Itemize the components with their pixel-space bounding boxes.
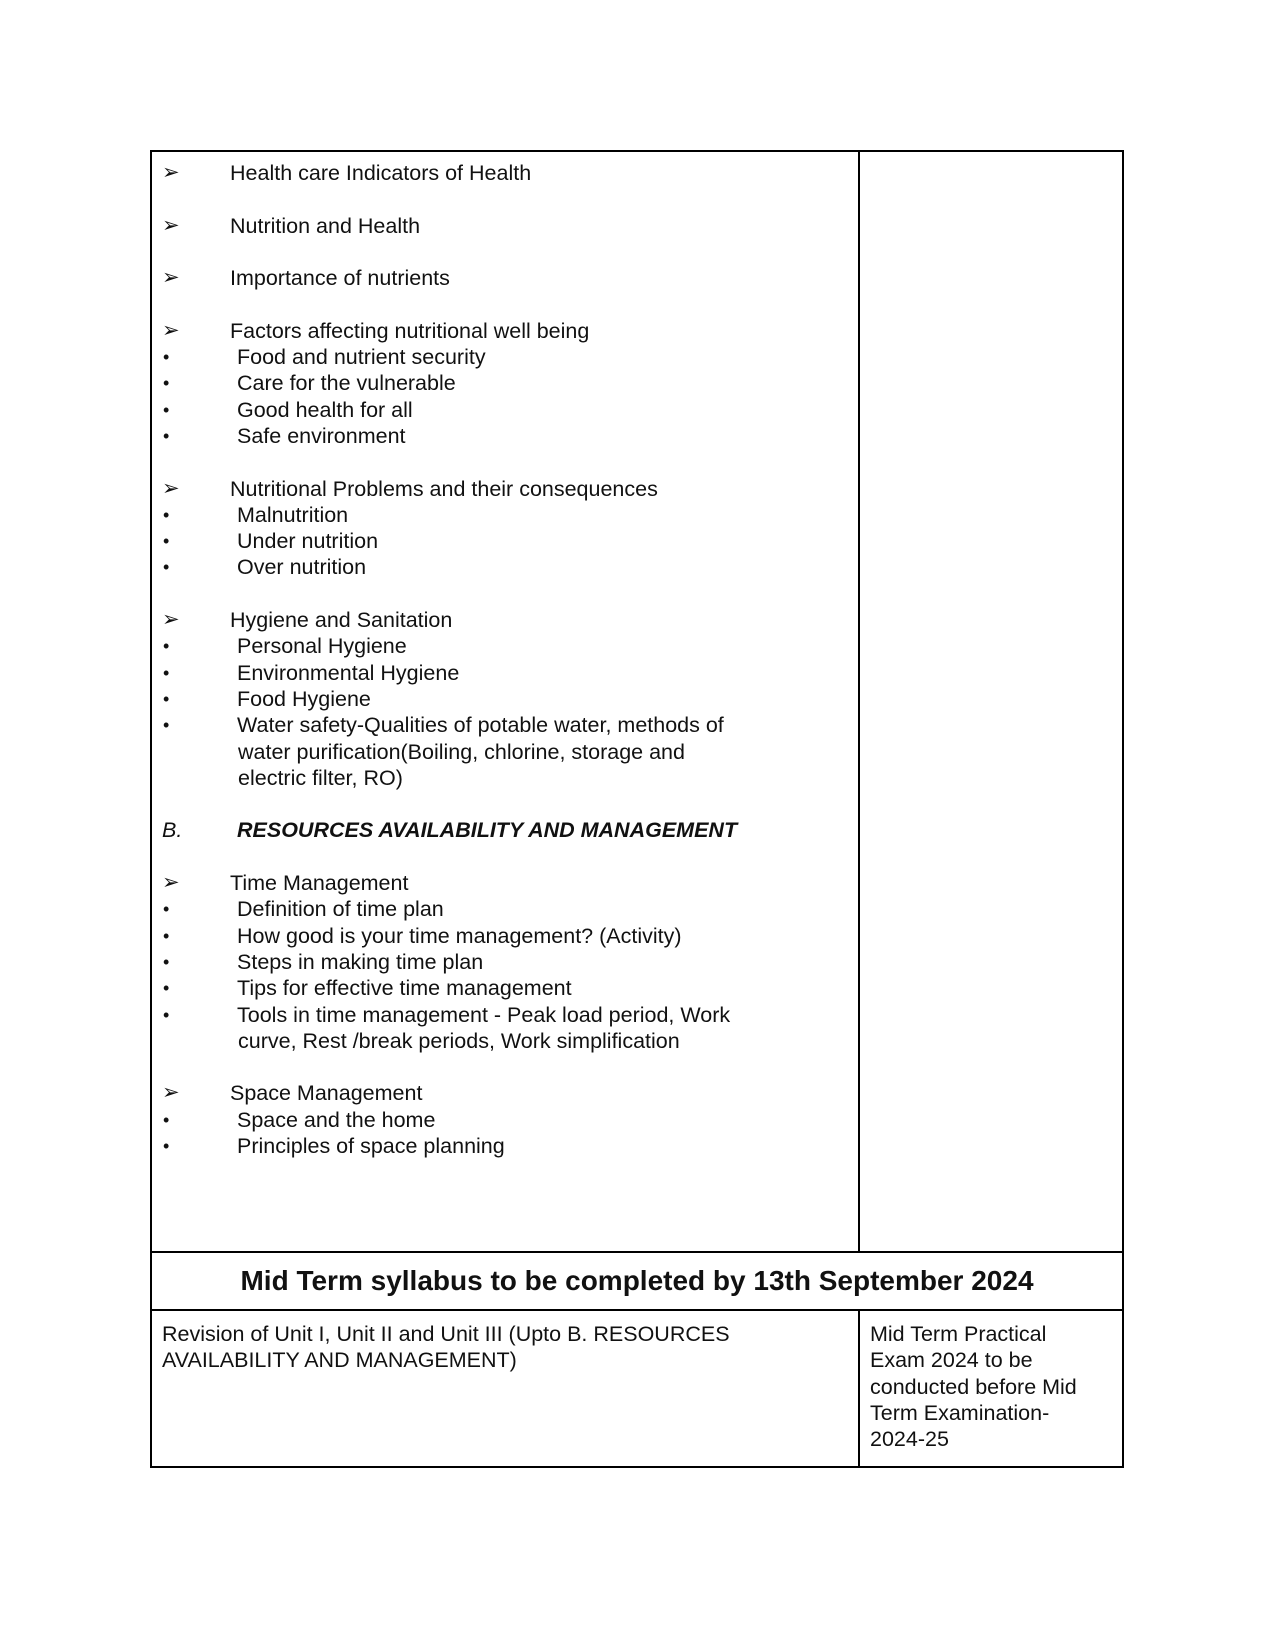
practical-exam-line: Exam 2024 to be [870, 1348, 1033, 1373]
item-text: Steps in making time plan [237, 949, 484, 974]
subtopic-item [162, 923, 858, 949]
dot-bullet-icon: • [163, 373, 170, 394]
dot-bullet-icon: • [163, 662, 170, 683]
topic-item [162, 318, 858, 344]
subtopic-item [162, 502, 858, 528]
dot-bullet-icon: • [163, 347, 170, 368]
arrow-bullet-icon: ➢ [162, 608, 180, 632]
dot-bullet-icon: • [163, 925, 170, 946]
spacer [162, 449, 858, 475]
syllabus-content-cell [152, 152, 860, 1251]
item-text: Safe environment [237, 423, 406, 448]
item-text: Tools in time management - Peak load period, Work [237, 1002, 731, 1027]
item-text: Hygiene and Sanitation [230, 608, 453, 633]
subtopic-item [162, 1002, 858, 1028]
topic-item [162, 213, 858, 239]
topic-item [162, 265, 858, 291]
midterm-title: Mid Term syllabus to be completed by 13th September 2024 [152, 1253, 1122, 1311]
subtopic-item [162, 528, 858, 554]
subtopic-item [162, 949, 858, 975]
subtopic-item [162, 397, 858, 423]
topic-item [162, 870, 858, 896]
item-text: Importance of nutrients [230, 266, 450, 291]
subtopic-item [162, 1133, 858, 1159]
item-text: electric filter, RO) [238, 765, 403, 790]
dot-bullet-icon: • [163, 557, 170, 578]
dot-bullet-icon: • [163, 978, 170, 999]
item-text: Tips for effective time management [237, 976, 572, 1001]
subtopic-continuation [162, 1028, 858, 1054]
spacer [162, 186, 858, 212]
item-text: Definition of time plan [237, 897, 444, 922]
subtopic-continuation [162, 739, 858, 765]
dot-bullet-icon: • [163, 399, 170, 420]
subtopic-item [162, 896, 858, 922]
item-text: curve, Rest /break periods, Work simplification [238, 1028, 680, 1053]
subtopic-item [162, 660, 858, 686]
subtopic-item [162, 344, 858, 370]
dot-bullet-icon: • [163, 715, 170, 736]
subtopic-item [162, 1107, 858, 1133]
section-heading [162, 817, 858, 843]
item-text: Food and nutrient security [237, 345, 486, 370]
item-text: Space and the home [237, 1107, 436, 1132]
item-text: Over nutrition [237, 555, 367, 580]
subtopic-item [162, 712, 858, 738]
practical-exam-line: Term Examination- [870, 1400, 1050, 1425]
subtopic-item [162, 633, 858, 659]
topic-item [162, 476, 858, 502]
item-text: Time Management [230, 871, 409, 896]
subtopic-item [162, 975, 858, 1001]
spacer [162, 791, 858, 817]
dot-bullet-icon: • [163, 1109, 170, 1130]
item-text: Personal Hygiene [237, 634, 407, 659]
empty-notes-cell [860, 152, 1122, 1251]
topic-item [162, 607, 858, 633]
item-text: Nutrition and Health [230, 213, 421, 238]
arrow-bullet-icon: ➢ [162, 161, 180, 184]
syllabus-table [150, 150, 1124, 1468]
arrow-bullet-icon: ➢ [162, 213, 180, 237]
item-text: Under nutrition [237, 529, 379, 554]
item-text: Principles of space planning [237, 1133, 505, 1158]
item-text: RESOURCES AVAILABILITY AND MANAGEMENT [237, 818, 738, 843]
revision-row [152, 1311, 1122, 1466]
subtopic-item [162, 554, 858, 580]
dot-bullet-icon: • [163, 951, 170, 972]
topic-item [162, 160, 858, 186]
subtopic-item [162, 423, 858, 449]
item-text: How good is your time management? (Activity) [237, 923, 682, 948]
spacer [162, 291, 858, 317]
arrow-bullet-icon: ➢ [162, 1081, 180, 1105]
dot-bullet-icon: • [163, 504, 170, 525]
item-text: Care for the vulnerable [237, 371, 456, 396]
subtopic-continuation [162, 765, 858, 791]
practical-exam-line: conducted before Mid [870, 1374, 1077, 1399]
spacer [162, 239, 858, 265]
practical-exam-line: 2024-25 [870, 1427, 949, 1452]
item-text: Food Hygiene [237, 686, 371, 711]
dot-bullet-icon: • [163, 1135, 170, 1156]
arrow-bullet-icon: ➢ [162, 871, 180, 895]
section-letter: B. [162, 818, 183, 843]
practical-exam-cell [860, 1311, 1122, 1466]
item-text: Space Management [230, 1081, 423, 1106]
dot-bullet-icon: • [163, 531, 170, 552]
practical-exam-line: Mid Term Practical [870, 1322, 1047, 1346]
revision-text-line: Revision of Unit I, Unit II and Unit III (Upto B. RESOURCES [162, 1322, 730, 1346]
subtopic-item [162, 686, 858, 712]
subtopic-item [162, 370, 858, 396]
arrow-bullet-icon: ➢ [162, 476, 180, 500]
item-text: Water safety-Qualities of potable water, methods of [237, 713, 724, 738]
syllabus-content-row [152, 152, 1122, 1253]
dot-bullet-icon: • [163, 1004, 170, 1025]
item-text: Good health for all [237, 397, 413, 422]
item-text: Health care Indicators of Health [230, 161, 532, 185]
dot-bullet-icon: • [163, 688, 170, 709]
item-text: Malnutrition [237, 502, 349, 527]
arrow-bullet-icon: ➢ [162, 318, 180, 342]
arrow-bullet-icon: ➢ [162, 266, 180, 290]
revision-text-cell [152, 1311, 860, 1466]
item-text: water purification(Boiling, chlorine, storage and [238, 739, 685, 764]
revision-text-line: AVAILABILITY AND MANAGEMENT) [162, 1348, 517, 1373]
topic-item [162, 1080, 858, 1106]
item-text: Environmental Hygiene [237, 660, 460, 685]
spacer [162, 844, 858, 870]
dot-bullet-icon: • [163, 425, 170, 446]
spacer [162, 1054, 858, 1080]
item-text: Nutritional Problems and their consequences [230, 476, 658, 501]
dot-bullet-icon: • [163, 899, 170, 920]
dot-bullet-icon: • [163, 636, 170, 657]
item-text: Factors affecting nutritional well being [230, 318, 590, 343]
spacer [162, 581, 858, 607]
